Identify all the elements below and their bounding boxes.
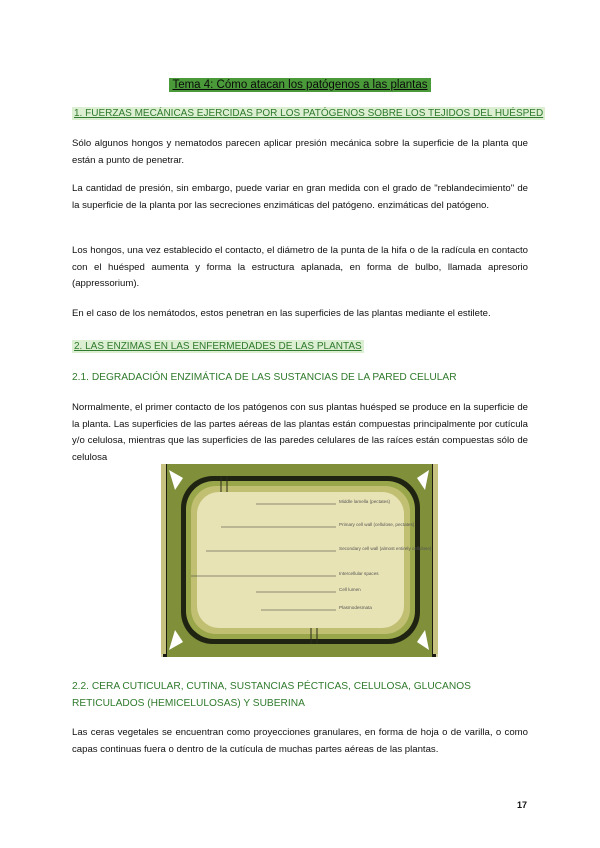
section-1-heading: 1. FUERZAS MECÁNICAS EJERCIDAS POR LOS PATÓGENOS SOBRE LOS TEJIDOS DEL HUÉSPED [74,108,544,119]
figure-label-secondary-wall: Secondary cell wall (almost entirely cellulose) [339,546,432,551]
figure-label-cell-lumen: Cell lumen [339,587,361,592]
section-1-paragraph-3: Los hongos, una vez establecido el contacto, el diámetro de la punta de la hifa o de la radícula en contacto con el huésped aumenta y forma la estructura aplanada, en forma de bulbo, llamada apresorio (appressorium). [72,245,528,289]
cell-wall-illustration [161,464,438,657]
page-title-text: Tema 4: Cómo atacan los patógenos a las plantas [169,78,430,92]
section-2-1-heading: 2.1. DEGRADACIÓN ENZIMÁTICA DE LAS SUSTANCIAS DE LA PARED CELULAR [72,372,457,383]
section-1-paragraph-2: La cantidad de presión, sin embargo, puede variar en gran medida con el grado de "reblandecimiento" de la superficie de la planta por las secreciones enzimáticas del patógeno. enzimáticas del patógeno. [72,183,528,211]
section-2-heading: 2. LAS ENZIMAS EN LAS ENFERMEDADES DE LAS PLANTAS [74,341,362,352]
section-2-2-heading: 2.2. CERA CUTICULAR, CUTINA, SUSTANCIAS PÉCTICAS, CELULOSA, GLUCANOS RETICULADOS (HEMICELULOSAS) Y SUBERINA [72,681,471,709]
figure-label-primary-wall: Primary cell wall (cellulose, pectates) [339,522,415,527]
section-1-paragraph-4: En el caso de los nemátodos, estos penetran en las superficies de las plantas mediante el estilete. [72,308,491,319]
section-1-paragraph-1: Sólo algunos hongos y nematodos parecen aplicar presión mecánica sobre la superficie de la planta que están a punto de penetrar. [72,138,528,166]
cell-wall-figure [161,464,438,657]
figure-label-plasmodesmata: Plasmodesmata [339,605,372,610]
figure-label-intercellular-spaces: Intercellular spaces [339,571,379,576]
section-2-1-paragraph: Normalmente, el primer contacto de los patógenos con sus plantas huésped se produce en la superficie de la planta. Las superficies de las partes aéreas de las plantas están compuestas principalmente por cutícula y/o celulosa, mientras que las superficies de las paredes celulares de las raíces están compuestas sólo de celulosa [72,402,528,463]
section-2-2-paragraph: Las ceras vegetales se encuentran como proyecciones granulares, en forma de hoja o de varilla, o como capas continuas fuera o dentro de la cutícula de muchas partes aéreas de las plantas. [72,727,528,755]
figure-label-middle-lamella: Middle lamella (pectates) [339,499,391,504]
page-number: 17 [516,800,527,810]
page-title [0,75,600,93]
